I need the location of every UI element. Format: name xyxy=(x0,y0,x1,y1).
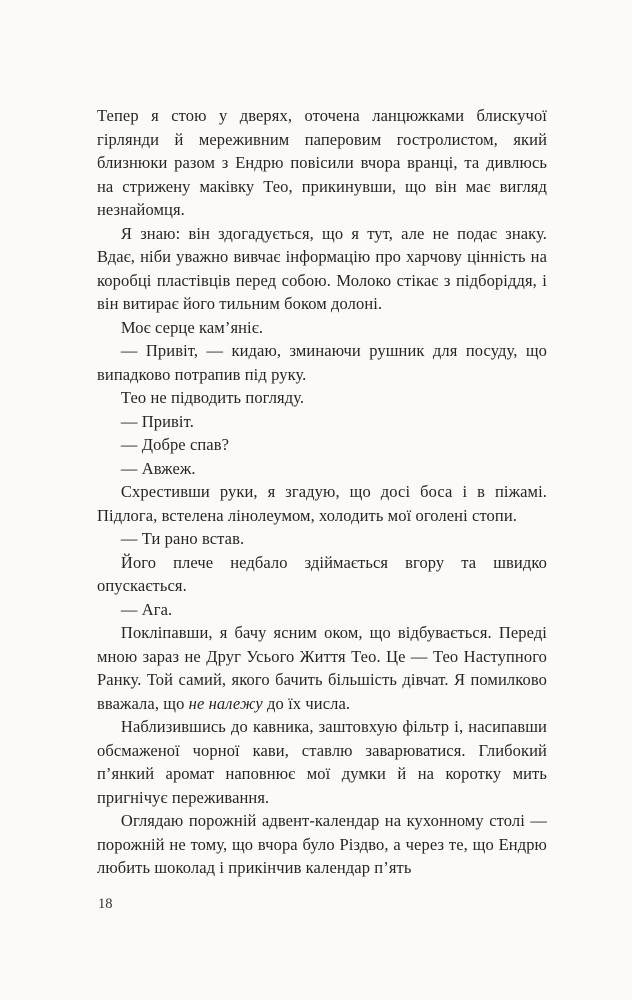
text-segment: Тео не підводить погляду. xyxy=(120,388,305,407)
paragraph xyxy=(97,316,547,340)
text-segment: Тепер я стою у дверях, оточена ланцюжками блискучої гірлянди й мереживним паперовим гостролистом, який близнюки разом з Ендрю повісили вчора вранці, та дивлюсь на стрижену маківку Тео, прикинувши, що він має вигляд незнайомця. xyxy=(97,106,547,219)
text-segment: Схрестивши руки, я згадую, що досі боса і в піжамі. Підлога, встелена лінолеумом, холодить мої оголені стопи. xyxy=(97,482,547,525)
paragraph xyxy=(97,410,547,434)
text-segment: — Ти рано встав. xyxy=(120,529,245,548)
page-number: 18 xyxy=(98,896,113,912)
text-segment: Його плече недбало здіймається вгору та швидко опускається. xyxy=(97,552,547,595)
italic-text: не належу xyxy=(188,693,263,713)
text-segment: Моє серце кам’яніє. xyxy=(120,317,264,337)
text-segment: — Авжеж. xyxy=(120,458,196,478)
text-segment: — Добре спав? xyxy=(120,435,230,454)
paragraph xyxy=(97,621,547,715)
paragraph xyxy=(97,551,547,598)
paragraph xyxy=(97,480,547,527)
paragraph xyxy=(97,104,547,222)
text-segment: Оглядаю порожній адвент-календар на кухонному столі — порожній не тому, що вчора було Різдво, а через те, що Ендрю любить шоколад і прикінчив календар п’ять xyxy=(97,811,547,877)
paragraph xyxy=(97,598,547,622)
text-segment: — Привіт. xyxy=(120,411,194,431)
text-segment: Покліпавши, я бачу ясним оком, що відбувається. Переді мною зараз не Друг Усього Життя Тео. Це — Тео Наступного Ранку. Той самий, якого бачить більшість дівчат. Я помилково вважала, що xyxy=(97,623,547,713)
paragraph xyxy=(97,457,547,481)
text-segment: Я знаю: він здогадується, що я тут, але не подає знаку. Вдає, ніби уважно вивчає інформацію про харчову цінність на коробці пластівців перед собою. Молоко стікає з підборіддя, і він витирає його тильним боком долоні. xyxy=(97,223,547,313)
text-segment: — Привіт, — кидаю, зминаючи рушник для посуду, що випадково потрапив під руку. xyxy=(97,341,547,384)
paragraph xyxy=(97,809,547,880)
paragraph xyxy=(97,386,547,410)
page-text xyxy=(97,104,547,880)
text-segment: Наблизившись до кавника, заштовхую фільтр і, насипавши обсмаженої чорної кави, ставлю заварюватися. Глибокий п’янкий аромат наповнює мої думки й на коротку мить пригнічує переживання. xyxy=(97,717,547,807)
paragraph xyxy=(97,222,547,316)
paragraph xyxy=(97,433,547,457)
text-segment: — Ага. xyxy=(120,599,173,619)
paragraph xyxy=(97,527,547,551)
paragraph xyxy=(97,339,547,386)
text-segment: до їх числа. xyxy=(262,693,351,713)
paragraph xyxy=(97,715,547,809)
